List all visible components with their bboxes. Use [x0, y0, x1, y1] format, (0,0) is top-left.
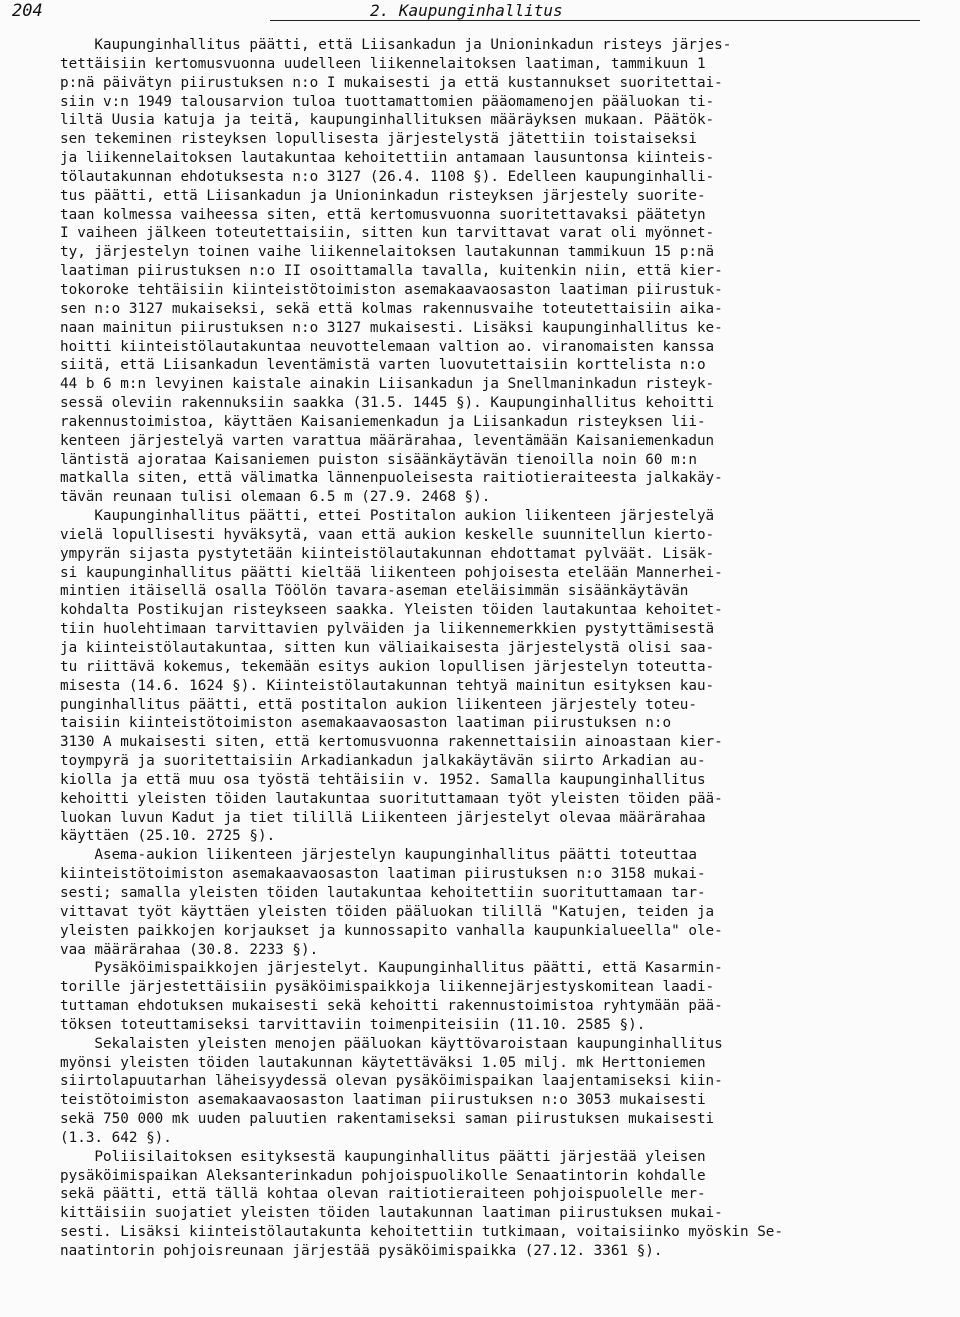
text-line: naatintorin pohjoisreunaan järjestää pysäköimispaikka (27.12. 3361 §).	[60, 1243, 663, 1259]
document-body	[60, 36, 940, 1261]
text-line: sesti; samalla yleisten töiden lautakuntaa kehoitettiin suorituttamaan tar-	[60, 884, 706, 901]
text-line: sessä oleviin rakennuksiin saakka (31.5. 1445 §). Kaupunginhallitus kehoitti	[60, 395, 715, 412]
text-line: torille järjestettäisiin pysäköimispaikkoja liikennejärjestyskomitean laadi-	[60, 979, 715, 996]
text-line: p:nä päivätyn piirustuksen n:o I mukaisesti ja että kustannukset suoritettai-	[60, 74, 723, 91]
text-line: kohdalta Postikujan risteykseen saakka. Yleisten töiden lautakuntaa kehoitet-	[60, 602, 723, 619]
text-line: rakennustoimistoa, käyttäen Kaisaniemenkadun ja Liisankadun risteyksen lii-	[60, 413, 706, 430]
text-line: sekä 750 000 mk uuden paluutien rakentamiseksi saman piirustuksen mukaisesti	[60, 1111, 715, 1128]
text-line: toympyrä ja suoritettaisiin Arkadiankadun jalkakäytävän siirto Arkadian au-	[60, 753, 706, 770]
text-line: Pysäköimispaikkojen järjestelyt. Kaupunginhallitus päätti, että Kasarmin-	[60, 960, 723, 977]
text-line: tölautakunnan ehdotuksesta n:o 3127 (26.4. 1108 §). Edelleen kaupunginhalli-	[60, 168, 715, 185]
text-line: sen n:o 3127 mukaiseksi, sekä että kolmas rakennusvaihe toteutettaisiin aika-	[60, 300, 723, 317]
text-line: Asema-aukion liikenteen järjestelyn kaupunginhallitus päätti toteuttaa	[60, 847, 697, 864]
text-line: ja kiinteistölautakuntaa, sitten kun väliaikaisesta järjestelystä olisi saa-	[60, 640, 715, 656]
text-line: siirtolapuutarhan läheisyydessä olevan pysäköimispaikan laajentamiseksi kiin-	[60, 1073, 723, 1090]
text-line: ty, järjestelyn toinen vaihe liikennelaitoksen lautakunnan tammikuun 15 p:nä	[60, 244, 715, 261]
text-line: ympyrän sijasta pystytetään kiinteistölautakunnan ehdottamat pylväät. Lisäk-	[60, 545, 715, 562]
text-line: kiolla ja että muu osa työstä tehtäisiin v. 1952. Samalla kaupunginhallitus	[60, 771, 706, 788]
text-line: 44 b 6 m:n levyinen kaistale ainakin Liisankadun ja Snellmaninkadun risteyk-	[60, 376, 715, 393]
text-line: misesta (14.6. 1624 §). Kiinteistölautakunnan tehtyä mainitun esityksen kau-	[60, 677, 715, 694]
text-line: tokoroke tehtäisiin kiinteistötoimiston asemakaavaosaston laatiman piirustuk-	[60, 281, 723, 298]
text-line: laatiman piirustuksen n:o II osoittamalla tavalla, kuitenkin niin, että kier-	[60, 263, 723, 280]
text-line: käyttäen (25.10. 2725 §).	[60, 828, 276, 845]
text-line: tu riittävä kokemus, tekemään esitys aukion lopullisen järjestelyn toteutta-	[60, 658, 715, 675]
text-line: siitä, että Liisankadun leventämistä varten luovutettaisiin korttelista n:o	[60, 357, 706, 374]
text-line: läntistä ajorataa Kaisaniemen puiston sisäänkäytävän tienoilla noin 60 m:n	[60, 451, 697, 468]
page-number: 204	[12, 1, 43, 21]
text-line: mintien itäisellä osalla Töölön tavara-aseman eteläisimmän sisäänkäytävän	[60, 583, 689, 600]
text-line: Poliisilaitoksen esityksestä kaupunginhallitus päätti järjestää yleisen	[60, 1148, 706, 1165]
text-line: sen tekeminen risteyksen lopullisesta järjestelystä jätettiin toistaiseksi	[60, 131, 697, 148]
text-line: taisiin kiinteistötoimiston asemakaavaosaston laatiman piirustuksen n:o	[60, 715, 672, 732]
text-line: töksen toteuttamiseksi tarvittaviin toimenpiteisiin (11.10. 2585 §).	[60, 1016, 646, 1033]
text-line: tus päätti, että Liisankadun ja Unioninkadun risteyksen järjestely suorite-	[60, 187, 706, 204]
text-line: (1.3. 642 §).	[60, 1129, 172, 1146]
text-line: Kaupunginhallitus päätti, ettei Postitalon aukion liikenteen järjestelyä	[60, 508, 715, 525]
text-line: sesti. Lisäksi kiinteistölautakunta kehoitettiin tutkimaan, voitaisiinko myöskin Se-	[60, 1224, 784, 1241]
text-line: luokan luvun Kadut ja tiet tilillä Liikenteen järjestelyt olevaa määrärahaa	[60, 809, 706, 826]
text-line: tuttaman ehdotuksen mukaisesti sekä kehoitti rakennustoimistoa ryhtymään pää-	[60, 998, 723, 1015]
text-line: tävän reunaan tulisi olemaan 6.5 m (27.9. 2468 §).	[60, 489, 491, 506]
text-line: myönsi yleisten töiden lautakunnan käytettäväksi 1.05 milj. mk Herttoniemen	[60, 1054, 706, 1071]
text-line: pysäköimispaikan Aleksanterinkadun pohjoispuolikolle Senaatintorin kohdalle	[60, 1167, 706, 1184]
text-line: vittavat työt käyttäen yleisten töiden pääluokan tilillä "Katujen, teiden ja	[60, 903, 715, 920]
text-line: yleisten paikkojen korjaukset ja kunnossapito vanhalla kaupunkialueella" ole-	[60, 922, 723, 939]
text-line: tiin huolehtimaan tarvittavien pylväiden ja liikennemerkkien pystyttämisestä	[60, 621, 715, 638]
text-line: Kaupunginhallitus päätti, että Liisankadun ja Unioninkadun risteys järjes-	[60, 37, 732, 53]
text-line: matkalla siten, että välimatka lännenpuoleisesta raitiotieraiteesta jalkakäy-	[60, 470, 723, 487]
text-line: si kaupunginhallitus päätti kieltää liikenteen pohjoisesta etelään Mannerhei-	[60, 564, 723, 581]
text-line: hoitti kiinteistölautakuntaa neuvottelemaan valtion ao. viranomaisten kanssa	[60, 338, 715, 355]
text-line: Sekalaisten yleisten menojen pääluokan käyttövaroistaan kaupunginhallitus	[60, 1035, 723, 1052]
text-line: kittäisiin suojatiet yleisten töiden lautakunnan laatiman piirustuksen mukai-	[60, 1205, 723, 1222]
text-line: taan kolmessa vaiheessa siten, että kertomusvuonna suoritettavaksi päätetyn	[60, 206, 706, 223]
text-line: liltä Uusia katuja ja teitä, kaupunginhallituksen määräyksen mukaan. Päätök-	[60, 112, 715, 129]
text-line: vaa määrärahaa (30.8. 2233 §).	[60, 941, 319, 958]
text-line: 3130 A mukaisesti siten, että kertomusvuonna rakennettaisiin ainoastaan kier-	[60, 734, 723, 751]
text-line: siin v:n 1949 talousarvion tuloa tuottamattomien pääomamenojen pääluokan ti-	[60, 93, 715, 110]
page-header	[8, 0, 948, 22]
text-line: sekä päätti, että tällä kohtaa olevan raitiotieraiteen pohjoispuolelle mer-	[60, 1186, 706, 1203]
running-title: 2. Kaupunginhallitus	[370, 1, 563, 20]
text-line: vielä lopullisesti hyväksytä, vaan että aukion keskelle suunnitellun kierto-	[60, 526, 715, 543]
text-line: punginhallitus päätti, että postitalon aukion liikenteen järjestely toteu-	[60, 696, 697, 713]
text-line: kenteen järjestelyä varten varattua määrärahaa, leventämään Kaisaniemenkadun	[60, 432, 715, 449]
text-line: teistötoimiston asemakaavaosaston laatiman piirustuksen n:o 3053 mukaisesti	[60, 1092, 706, 1109]
text-line: naan mainitun piirustuksen n:o 3127 mukaisesti. Lisäksi kaupunginhallitus ke-	[60, 319, 723, 336]
text-line: tettäisiin kertomusvuonna uudelleen liikennelaitoksen laatiman, tammikuun 1	[60, 55, 706, 72]
text-line: kehoitti yleisten töiden lautakuntaa suorituttamaan työt yleisten töiden pää-	[60, 790, 723, 807]
text-line: ja liikennelaitoksen lautakuntaa kehoitettiin antamaan lausuntonsa kiinteis-	[60, 150, 715, 167]
text-line: kiinteistötoimiston asemakaavaosaston laatiman piirustuksen n:o 3158 mukai-	[60, 866, 706, 883]
header-rule	[270, 20, 920, 21]
text-line: I vaiheen jälkeen toteutettaisiin, sitten kun tarvittavat varat oli myönnet-	[60, 225, 715, 242]
